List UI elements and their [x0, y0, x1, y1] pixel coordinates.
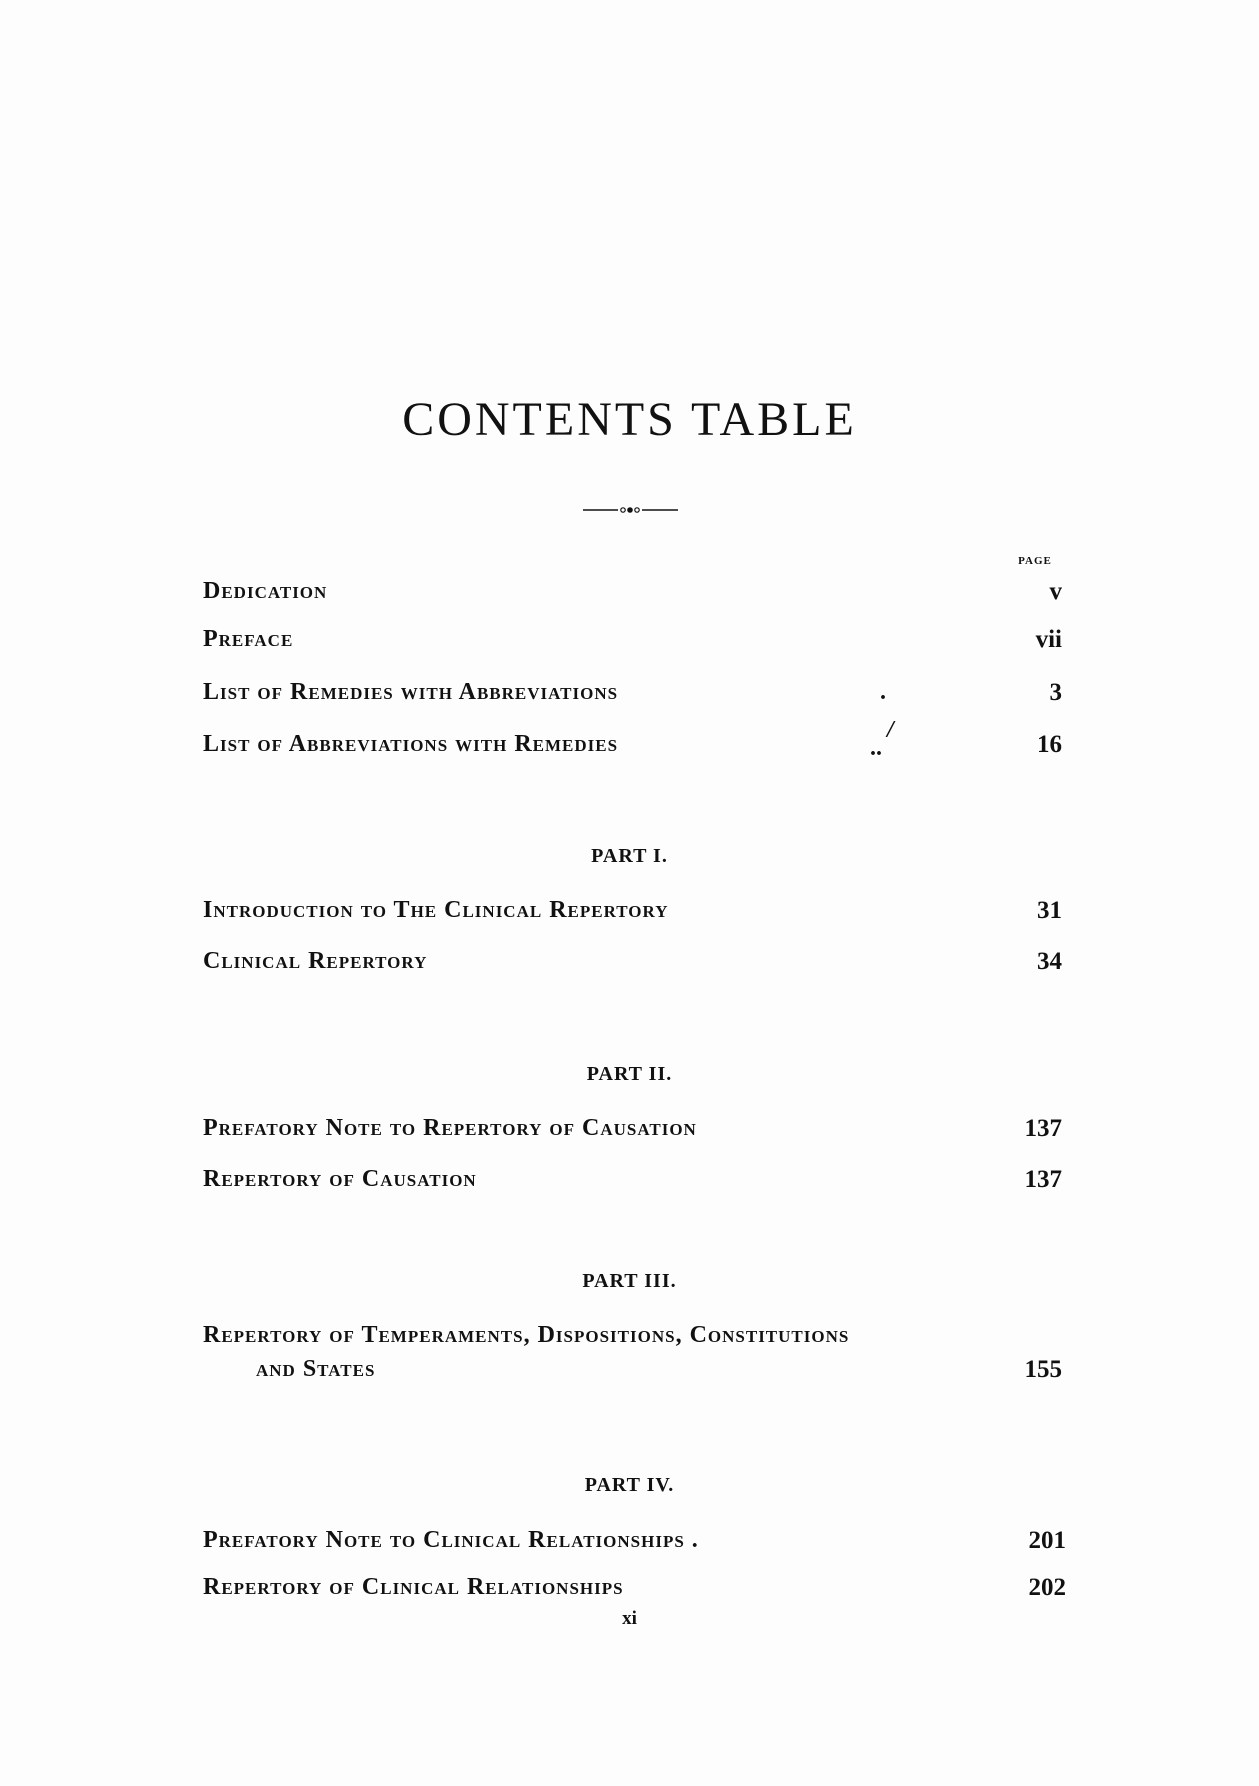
- toc-entry-dedication[interactable]: [0, 578, 1259, 610]
- toc-entry-list-of-abbreviations[interactable]: [0, 717, 1259, 763]
- toc-entry-page: vii: [1035, 626, 1062, 653]
- title-ornament: [583, 505, 678, 515]
- page-folio: xi: [622, 1608, 637, 1629]
- toc-entry-clinical-repertory[interactable]: [0, 948, 1259, 980]
- toc-entry-page: 201: [1028, 1527, 1066, 1554]
- toc-entry-label: Repertory of Causation: [203, 1166, 477, 1192]
- toc-entry-label: Prefatory Note to Clinical Relationships .: [203, 1527, 699, 1553]
- toc-entry-page: 155: [1024, 1356, 1062, 1383]
- toc-entry-label: List of Abbreviations with Remedies: [203, 731, 619, 757]
- toc-entry-label: Prefatory Note to Repertory of Causation: [203, 1115, 697, 1141]
- toc-entry-prefatory-note-causation[interactable]: [0, 1115, 1259, 1147]
- toc-entry-page: 137: [1024, 1166, 1062, 1193]
- toc-entry-preface[interactable]: [0, 626, 1259, 658]
- stray-stroke-mark: /: [887, 717, 894, 743]
- toc-entry-page: 31: [1037, 897, 1062, 924]
- toc-entry-page: 34: [1037, 948, 1062, 975]
- toc-entry-page: 16: [1037, 731, 1062, 758]
- page-title: CONTENTS TABLE: [402, 393, 857, 446]
- toc-entry-label-continuation: and States: [256, 1356, 376, 1382]
- toc-entry-prefatory-note-relationships[interactable]: [0, 1527, 1259, 1559]
- toc-entry-label: List of Remedies with Abbreviations: [203, 679, 619, 705]
- stray-dots-mark: ..: [870, 735, 882, 761]
- toc-entry-repertory-temperaments[interactable]: [0, 1322, 1259, 1390]
- toc-entry-page: 137: [1024, 1115, 1062, 1142]
- toc-entry-page: v: [1049, 578, 1062, 605]
- page-column-header: PAGE: [1018, 555, 1052, 567]
- part-heading: PART III.: [582, 1270, 677, 1292]
- part-heading: PART II.: [586, 1063, 673, 1085]
- toc-entry-page: 3: [1049, 679, 1062, 706]
- toc-entry-page: 202: [1028, 1574, 1066, 1601]
- part-heading: PART IV.: [584, 1474, 675, 1496]
- toc-entry-label: Repertory of Temperaments, Dispositions, Constitutions: [203, 1322, 850, 1348]
- toc-entry-list-of-remedies[interactable]: [0, 679, 1259, 711]
- toc-entry-repertory-causation[interactable]: [0, 1166, 1259, 1198]
- toc-entry-label: Introduction to The Clinical Repertory: [203, 897, 669, 923]
- toc-entry-introduction[interactable]: [0, 897, 1259, 929]
- stray-dot-mark: .: [880, 679, 886, 705]
- toc-entry-label: Repertory of Clinical Relationships: [203, 1574, 624, 1600]
- part-heading: PART I.: [591, 845, 668, 867]
- toc-entry-repertory-relationships[interactable]: [0, 1574, 1259, 1606]
- toc-entry-label: Dedication: [203, 578, 328, 604]
- toc-entry-label: Preface: [203, 626, 294, 652]
- toc-entry-label: Clinical Repertory: [203, 948, 428, 974]
